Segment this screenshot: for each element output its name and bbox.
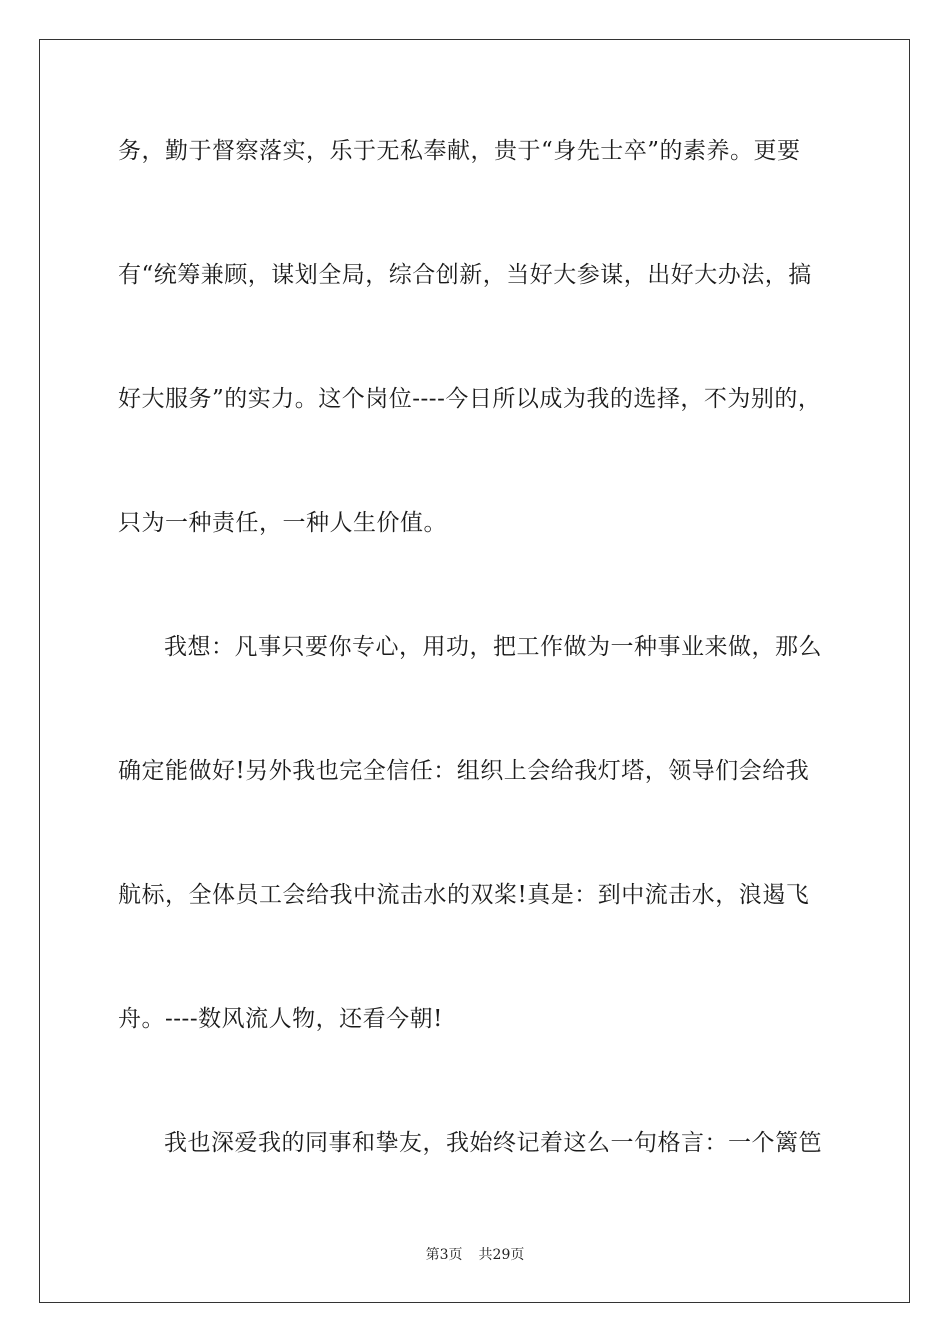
- text-line-7: 航标，全体员工会给我中流击水的双桨!真是：到中流击水，浪遏飞: [118, 882, 810, 908]
- text-line-2: 有“统筹兼顾，谋划全局，综合创新，当好大参谋，出好大办法，搞: [118, 262, 812, 288]
- page-border: [39, 39, 910, 1303]
- text-line-4: 只为一种责任，一种人生价值。: [118, 510, 447, 536]
- text-line-6: 确定能做好!另外我也完全信任：组织上会给我灯塔，领导们会给我: [118, 758, 810, 784]
- text-line-8: 舟。----数风流人物，还看今朝!: [118, 1006, 443, 1032]
- page-number: 第3页: [425, 1247, 463, 1263]
- text-line-3: 好大服务”的实力。这个岗位----今日所以成为我的选择，不为别的，: [118, 386, 822, 412]
- text-line-9: 我也深爱我的同事和挚友，我始终记着这么一句格言：一个篱笆: [164, 1130, 822, 1156]
- text-line-5: 我想：凡事只要你专心，用功，把工作做为一种事业来做，那么: [164, 634, 822, 660]
- total-pages: 共29页: [478, 1247, 525, 1263]
- page-footer: [0, 1246, 950, 1264]
- text-line-1: 务，勤于督察落实，乐于无私奉献，贵于“身先士卒”的素养。更要: [118, 138, 801, 164]
